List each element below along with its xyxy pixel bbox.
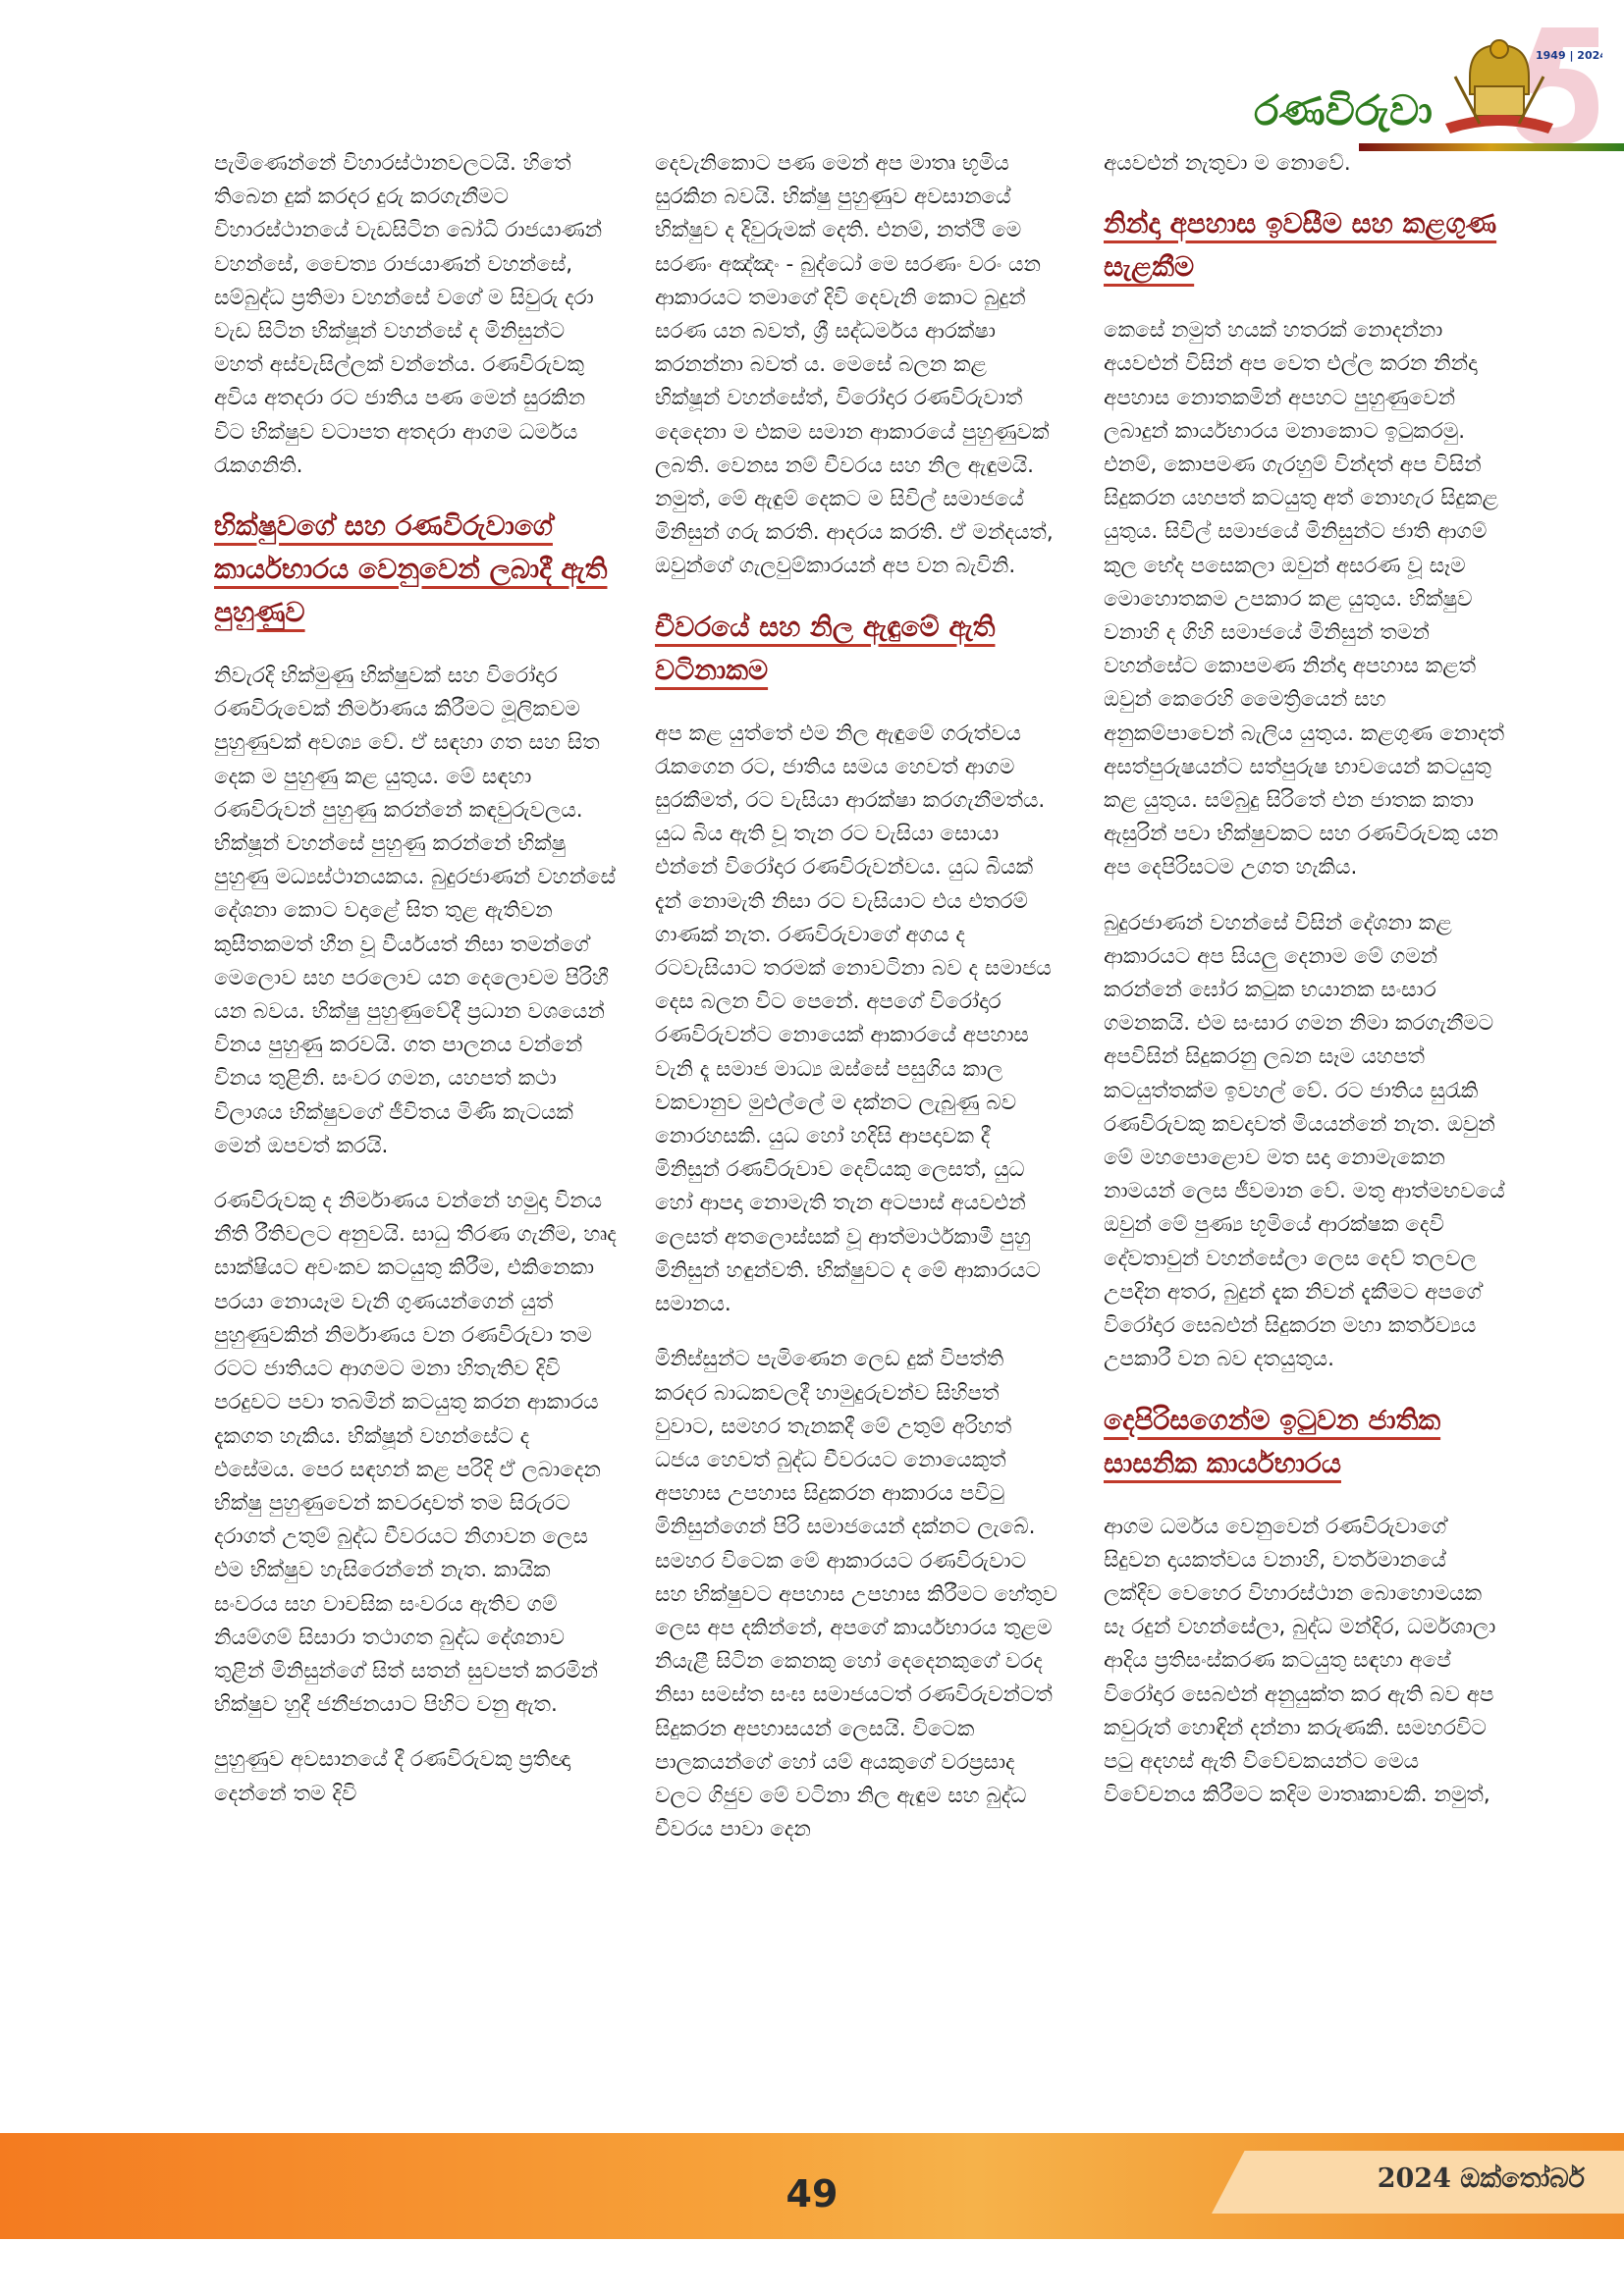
paragraph: නිවැරදි භික්මුණු භික්ෂුවක් සහ විරෝදාර රණවිරුවෙක් නිර්මාණය කිරීමට මූලිකවම පුහුණුවක් අවශ්‍ය වේ. ඒ සඳහා ගත සහ සිත දෙක ම පුහුණු කළ යුතුය. මේ සඳහා රණවිරුවන් පුහුණු කරන්නේ කඳවුරුවලය. භික්ෂූන් වහන්සේ පුහුණු කරන්නේ භික්ෂු පුහුණු මධ්‍යස්ථානයකය. බුදුරජාණන් වහන්සේ දේශනා කොට වදාළේ සිත තුළ ඇතිවන කුසීතකමත් හීන වූ වීර්යයත් නිසා තමන්ගේ මෙලොව සහ පරලොව යන දෙලොවම පිරිහී යන බවය. භික්ෂු පුහුණුවේදී ප්‍රධාන වශයෙන් විනය පුහුණු කරවයි. ගත පාලනය වන්නේ විනය තුළිනි. සංවර ගමන, යහපත් කථා විලාශය භික්ෂුවගේ ජීවිතය මිණි කැටයක් මෙන් ඔපවත් කරයි. [214, 664, 617, 1158]
emblem-years: 1949 | 2024 [1536, 49, 1602, 62]
masthead [1212, 0, 1624, 157]
paragraph: පුහුණුව අවසානයේ දී රණවිරුවකු ප්‍රතිඥා දෙන්නේ තම දිවි [214, 1747, 571, 1806]
page-number: 49 [785, 2172, 839, 2216]
article-column-2 [655, 147, 1057, 1868]
section-heading: භික්ෂුවගේ සහ රණවිරුවාගේ කාර්යභාරය වෙනුවෙන් ලබාදී ඇති පුහුණුව [214, 509, 608, 629]
paragraph: ආගම ධර්මය වෙනුවෙන් රණවිරුවාගේ සිදුවන දායකත්වය වනාහි, වර්තමානයේ ලක්දිව වෙහෙර විහාරස්ථාන බොහොමයක සෑ රදුන් වහන්සේලා, බුද්ධ මන්දිර, ධර්මශාලා ආදිය ප්‍රතිසංස්කරණ කටයුතු සඳහා අපේ විරෝදාර සෙබළුන් අනුයුක්ත කර ඇති බව අප කවුරුත් හොඳින් දන්නා කරුණකි. සමහරවිට පටු අදහස් ඇති විවේචකයන්ට මෙය විවේචනය කිරීමට කදිම මාතෘකාවකි. නමුත්, [1104, 1514, 1496, 1808]
magazine-title: රණවිරුවා [1254, 86, 1433, 134]
article-column-3 [1104, 147, 1506, 1834]
paragraph: මිනිස්සුන්ට පැමිණෙන ලෙඩ දුක් විපත්ති කරදර බාධකවලදී හාමුදුරුවන්ව සිහිපත් වුවාට, සමහර තැනකදී මේ උතුම් අරිහත් ධජය හෙවත් බුද්ධ චීවරයට නොයෙකුත් අපහාස උපහාස සිදුකරන ආකාරය පවිටු මිනිසුන්ගෙන් පිරි සමාජයෙන් දක්නට ලැබේ. සමහර විටෙක මේ ආකාරයට රණවිරුවාට සහ භික්ෂුවට අපහාස උපහාස කිරීමට හේතුව ලෙස අප දකින්නේ, අපගේ කාර්යභාරය තුළම නියැළී සිටින කෙනකු හෝ දෙදෙනකුගේ වරද නිසා සමස්ත සංඝ සමාජයටත් රණවිරුවන්ටත් සිදුකරන අපහාසයන් ලෙසයි. විටෙක පාලකයන්ගේ හෝ යම් අයකුගේ වරප්‍රසාද වලට ගිජුව මේ වටිනා නිල ඇඳුම සහ බුද්ධ චීවරය පාවා දෙන [655, 1347, 1057, 1842]
article-column-1 [214, 147, 617, 1833]
paragraph: දෙවැනිකොට පණ මෙන් අප මාතෘ භූමිය සුරකින බවයි. භික්ෂු පුහුණුව අවසානයේ භික්ෂුව ද දිවුරුමක් දෙති. එනම්, නත්ථි මෙ සරණං අඤ්ඤං - බුද්ධෝ මෙ සරණං වරං යන ආකාරයට තමාගේ දිවි දෙවැනි කොට බුදුන් සරණ යන බවත්, ශ්‍රී සද්ධර්මය ආරක්ෂා කරනන්නා බවත් ය. මෙසේ බලන කළ භික්ෂූන් වහන්සේත්, විරෝදාර රණවිරුවාත් දෙදෙනා ම එකම සමාන ආකාරයේ පුහුණුවක් ලබති. වෙනස නම් චීවරය සහ නිල ඇඳුමයි. නමුත්, මේ ඇඳුම් දෙකට ම සිවිල් සමාජයේ මිනිසුන් ගරු කරති. ආදරය කරති. ඒ මන්දයත්, ඔවුන්ගේ ගැලවුම්කාරයන් අප වන බැවිනි. [655, 151, 1054, 579]
paragraph: බුදුරජාණන් වහන්සේ විසින් දේශනා කළ ආකාරයට අප සියලු දෙනාම මේ ගමන් කරන්නේ ඝෝර කටුක භයානක සංසාර ගමනකයි. එම සංසාර ගමන නිමා කරගැනීමට අපවිසින් සිදුකරනු ලබන සෑම යහපත් කටයුත්තක්ම ඉවහල් වේ. රට ජාතිය සුරැකි රණවිරුවකු කවදාවත් මියයන්නේ නැත. ඔවුන් මේ මහපොළොව මත සදා නොමැකෙන නාමයන් ලෙස ජීවමාන වේ. මතු ආත්මභවයේ ඔවුන් මේ පුණ්‍ය භූමියේ ආරක්ෂක දෙවි දේවතාවුන් වහන්සේලා ලෙස දෙව් තලවල උපදින අතර, බුදුන් දැක නිවන් දැකීමට අපගේ විරෝදාර සෙබළුන් සිදුකරන මහා කර්තව්‍යය උපකාරී වන බව දතයුතුය. [1104, 910, 1505, 1372]
section-heading: නින්දා අපහාස ඉවසීම සහ කළගුණ සැළකීම [1104, 207, 1497, 284]
paragraph: අප කළ යුත්තේ එම නිල ඇඳුමේ ගරුත්වය රැකගෙන රට, ජාතිය සමය හෙවත් ආගම සුරකීමත්, රට වැසියා ආරක්ෂා කරගැනීමත්ය. යුධ බිය ඇති වූ තැන රට වැසියා සොයා එන්නේ විරෝදාර රණවිරුවන්වය. යුධ බියක් දැන් නොමැති නිසා රට වැසියාට එය එතරම් ගාණක් නැත. රණවිරුවාගේ අගය ද රටවැසියාට තරමක් නොවටිනා බව ද සමාජය දෙස බලන විට පෙනේ. අපගේ විරෝදාර රණවිරුවන්ට නොයෙක් ආකාරයේ අපහාස වැනි දෑ සමාජ මාධ්‍ය ඔස්සේ පසුගිය කාල වකවානුව මුළුල්ලේ ම දක්නට ලැබුණු බව නොරහසකි. යුධ හෝ හදිසි ආපදාවක දී මිනිසුන් රණවිරුවාව දෙවියකු ලෙසත්, යුධ හෝ ආපදා නොමැති තැන අටපාස් අයවළුන් ලෙසත් අතලොස්සක් වූ ආත්මාර්ථකාමී පුහු මිනිසුන් හඳුන්වති. භික්ෂුවට ද මේ ආකාරයට සමානය. [655, 721, 1052, 1317]
paragraph: කෙසේ නමුත් හයක් හතරක් නොදන්නා අයවළුන් විසින් අප වෙත එල්ල කරන නින්දා අපහාස නොතකමින් අපහට පුහුණුවෙන් ලබාදුන් කාර්යභාරය මනාකොට ඉටුකරමු. එනම්, කොපමණ ගැරහුම් වින්දත් අප විසින් සිදුකරන යහපත් කටයුතු අත් නොහැර සිදුකළ යුතුය. සිවිල් සමාජයේ මිනිසුන්ට ජාති ආගම් කුල භේද පසෙකලා ඔවුන් අසරණ වූ සෑම මොහොතකම උපකාර කළ යුතුය. භික්ෂුව වනාහි ද ගිහි සමාජයේ මිනිසුන් තමන් වහන්සේට කොපමණ නින්දා අපහාස කළත් ඔවුන් කෙරෙහි මෛත්‍රියෙන් සහ අනුකම්පාවෙන් බැලිය යුතුය. කළගුණ නොදත් අසත්පුරුෂයන්ට සත්පුරුෂ භාවයෙන් කටයුතු කළ යුතුය. සම්බුදු සිරිතේ එන ජාතක කතා ඇසුරින් පවා භික්ෂුවකට සහ රණවිරුවකු යන අප දෙපිරිසටම උගත හැකිය. [1104, 318, 1505, 881]
paragraph: අයවළුන් නැතුවා ම නොවේ. [1104, 151, 1351, 176]
section-heading: චීවරයේ සහ නිල ඇඳුමේ ඇති වටිනාකම [655, 610, 996, 686]
issue-date: 2024 ඔක්තෝබර් [1377, 2163, 1585, 2194]
paragraph: රණවිරුවකු ද නිර්මාණය වන්නේ හමුදා විනය නීති රීතිවලට අනුවයි. සාධු තීරණ ගැනීම, හෘද සාක්ෂියට අවංකව කටයුතු කිරීම, එකිනෙකා පරයා නොයෑම වැනි ගුණයන්ගෙන් යුත් පුහුණුවකින් නිර්මාණය වන රණවිරුවා තම රටට ජාතියට ආගමට මනා හිතැතිව දිවි පරදුවට පවා තබමින් කටයුතු කරන ආකාරය දැකගත හැකිය. භික්ෂූන් වහන්සේට ද එසේමය. පෙර සඳහන් කළ පරිදි ඒ ලබාදෙන භික්ෂු පුහුණුවෙන් කවරදාවත් තම සිරුරට දරාගත් උතුම් බුද්ධ චීවරයට නිගාවන ලෙස එම භික්ෂුව හැසිරෙන්නේ නැත. කායික සංවරය සහ වාචසික සංවරය ඇතිව ගම් නියම්ගම් සිසාරා තථාගත බුද්ධ දේශනාව තුළින් මිනිසුන්ගේ සිත් සතන් සුවපත් කරමින් භික්ෂුව හුදී ජනීජනයාට පිහිට වනු ඇත. [214, 1189, 617, 1718]
paragraph: පැමිණෙන්නේ විහාරස්ථානවලටයි. හිතේ තිබෙන දුක් කරදර දුරු කරගැනීමට විහාරස්ථානයේ වැඩසිටින බෝධි රාජයාණන් වහන්සේ, චෛත්‍ය රාජයාණන් වහන්සේ, සම්බුද්ධ ප්‍රතිමා වහන්සේ වගේ ම සිවුරු දරා වැඩ සිටින භික්ෂූන් වහන්සේ ද මිනිසුන්ට මහත් අස්වැසිල්ලක් වන්නේය. රණවිරුවකු අවිය අතදරා රට ජාතිය පණ මෙන් සුරකින විට භික්ෂුව වටාපත අතදරා ආගම ධර්මය රැකගනිති. [214, 151, 603, 478]
section-heading: දෙපිරිසගෙන්ම ඉටුවන ජාතික සාසනික කාර්යභාරය [1104, 1403, 1441, 1479]
anniversary-emblem-logo [1426, 18, 1602, 150]
